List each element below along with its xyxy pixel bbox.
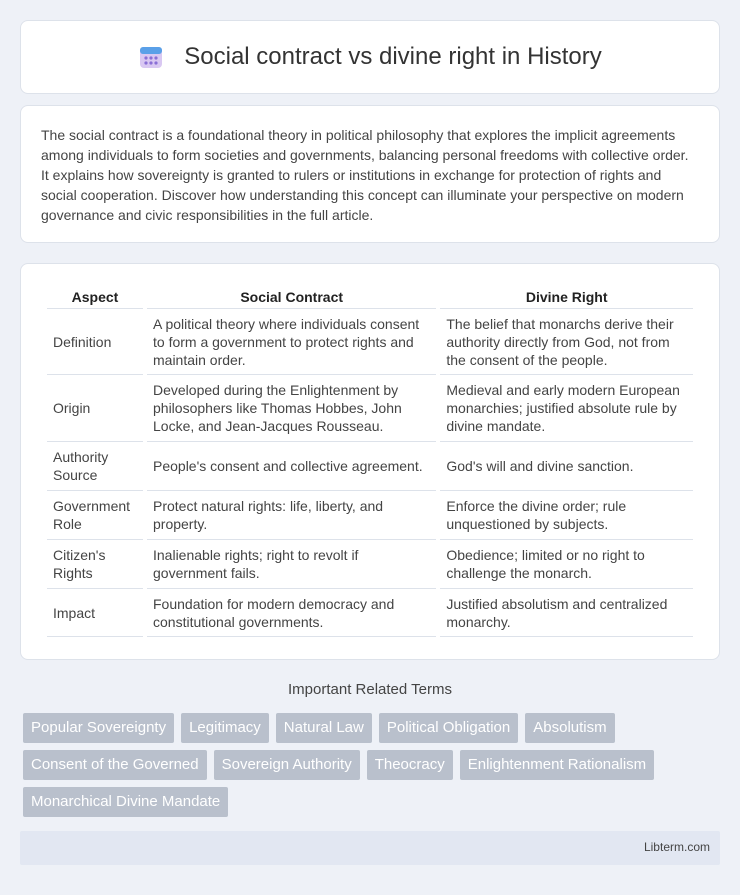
table-header-row	[47, 284, 693, 309]
column-header-social-contract: Social Contract	[147, 284, 436, 309]
divine-right-cell: Enforce the divine order; rule unquestioned by subjects.	[440, 491, 693, 540]
intro-text: The social contract is a foundational theory in political philosophy that explores the implicit agreements among individuals to form societies and governments, balancing personal freedoms with collective order. It explains how sovereignty is granted to rulers or institutions in exchange for protection of rights and social cooperation. Discover how understanding this concept can illuminate your perspective on modern governance and civic responsibilities in the full article.	[41, 127, 689, 223]
divine-right-cell: Obedience; limited or no right to challenge the monarch.	[440, 540, 693, 589]
footer-site-link[interactable]: Libterm.com	[643, 840, 710, 854]
related-terms-title: Important Related Terms	[288, 681, 452, 698]
row-label: Impact	[47, 589, 143, 637]
term-tag[interactable]: Political Obligation	[379, 713, 518, 743]
row-label: Citizen's Rights	[47, 540, 143, 589]
term-tag[interactable]: Sovereign Authority	[214, 750, 360, 780]
divine-right-cell: Medieval and early modern European monarchies; justified absolute rule by divine mandate.	[440, 375, 693, 442]
social-contract-cell: People's consent and collective agreement.	[147, 442, 436, 491]
term-tag[interactable]: Consent of the Governed	[23, 750, 207, 780]
table-row	[47, 309, 693, 375]
table-row	[47, 540, 693, 589]
social-contract-cell: Developed during the Enlightenment by philosophers like Thomas Hobbes, John Locke, and Jean-Jacques Rousseau.	[147, 375, 436, 442]
term-tag[interactable]: Enlightenment Rationalism	[460, 750, 654, 780]
row-label: Origin	[47, 375, 143, 442]
footer	[20, 831, 720, 865]
table-row	[47, 442, 693, 491]
term-tag[interactable]: Absolutism	[525, 713, 614, 743]
social-contract-cell: Inalienable rights; right to revolt if government fails.	[147, 540, 436, 589]
social-contract-cell: Foundation for modern democracy and constitutional governments.	[147, 589, 436, 637]
column-header-aspect: Aspect	[47, 284, 143, 309]
divine-right-cell: The belief that monarchs derive their authority directly from God, not from the consent of the people.	[440, 309, 693, 375]
table-row	[47, 375, 693, 442]
term-tag[interactable]: Natural Law	[276, 713, 372, 743]
header-card	[20, 20, 720, 94]
column-header-divine-right: Divine Right	[440, 284, 693, 309]
row-label: Authority Source	[47, 442, 143, 491]
term-tag[interactable]: Theocracy	[367, 750, 453, 780]
social-contract-cell: A political theory where individuals consent to form a government to protect rights and maintain order.	[147, 309, 436, 375]
comparison-table	[43, 284, 697, 637]
related-terms-list	[23, 713, 723, 824]
intro-card	[20, 105, 720, 243]
row-label: Government Role	[47, 491, 143, 540]
comparison-table-card	[20, 263, 720, 660]
table-row	[47, 491, 693, 540]
table-row	[47, 589, 693, 637]
term-tag[interactable]: Monarchical Divine Mandate	[23, 787, 228, 817]
social-contract-cell: Protect natural rights: life, liberty, and property.	[147, 491, 436, 540]
term-tag[interactable]: Legitimacy	[181, 713, 269, 743]
row-label: Definition	[47, 309, 143, 375]
term-tag[interactable]: Popular Sovereignty	[23, 713, 174, 743]
page-title: Social contract vs divine right in History	[184, 43, 602, 70]
divine-right-cell: Justified absolutism and centralized monarchy.	[440, 589, 693, 637]
calendar-icon	[138, 44, 164, 70]
divine-right-cell: God's will and divine sanction.	[440, 442, 693, 491]
